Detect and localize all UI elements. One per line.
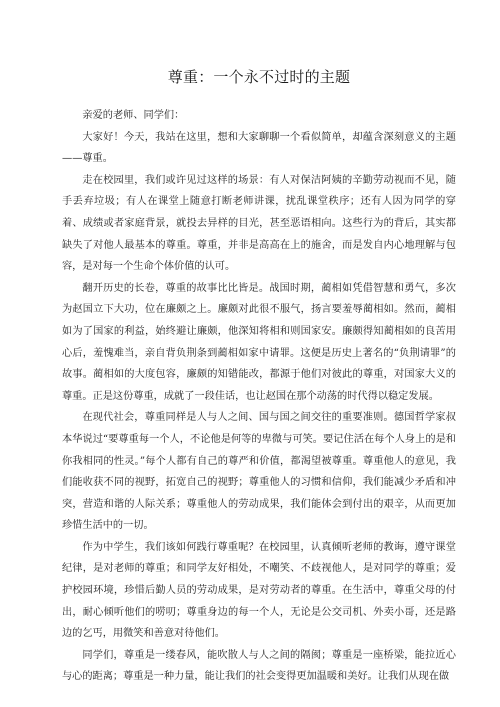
paragraph-practice: 作为中学生，我们该如何践行尊重呢？在校园里，认真倾听老师的教诲，遵守课堂纪律，是对老师的尊重；和同学友好相处，不嘲笑、不歧视他人，是对同学的尊重；爱护校园环境，珍惜后勤人员的劳动成果，是对劳动者的尊重。在生活中，尊重父母的付出，耐心倾听他们的唠叨；尊重身边的每一个人，无论是公交司机、外卖小哥，还是路边的乞丐，用微笑和善意对待他们。: [62, 541, 456, 640]
paragraph-campus-scenes: 走在校园里，我们或许见过这样的场景：有人对保洁阿姨的辛勤劳动视而不见，随手丢弃垃圾；有人在课堂上随意打断老师讲课，扰乱课堂秩序；还有人因为同学的穿着、成绩或者家庭背景，就投去异样的目光，甚至恶语相向。这些行为的背后，其实都缺失了对他人最基本的尊重。尊重，并非是高高在上的施舍，而是发自内心地理解与包容，是对每一个生命个体价值的认可。: [62, 174, 456, 273]
paragraph-greeting: 大家好！今天，我站在这里，想和大家聊聊一个看似简单，却蕴含深刻意义的主题——尊重。: [62, 131, 456, 165]
document-title: 尊重：一个永不过时的主题: [167, 68, 351, 86]
paragraph-closing: 同学们，尊重是一缕春风，能吹散人与人之间的隔阂；尊重是一座桥梁，能拉近心与心的距离；尊重是一种力量，能让我们的社会变得更加温暖和美好。让我们从现在做: [62, 649, 456, 683]
paragraph-modern-society: 在现代社会，尊重同样是人与人之间、国与国之间交往的重要准则。德国哲学家叔本华说过“要尊重每一个人，不论他是何等的卑微与可笑。要记住活在每个人身上的是和你我相同的性灵。”每个人都有自己的尊严和价值，都渴望被尊重。尊重他人的意见，我们能收获不同的视野，拓宽自己的视野；尊重他人的习惯和信仰，我们能减少矛盾和冲突，营造和谐的人际关系；尊重他人的劳动成果，我们能体会到付出的艰辛，从而更加珍惜生活中的一切。: [62, 412, 456, 532]
paragraph-history: 翻开历史的长卷，尊重的故事比比皆是。战国时期，蔺相如凭借智慧和勇气，多次为赵国立下大功，位在廉颇之上。廉颇对此很不服气，扬言要羞辱蔺相如。然而，蔺相如为了国家的利益，始终避让廉颇，他深知将相和则国家安。廉颇得知蔺相如的良苦用心后，羞愧难当，亲自背负荆条到蔺相如家中请罪。这便是历史上著名的“负荆请罪”的故事。蔺相如的大度包容，廉颇的知错能改，都源于他们对彼此的尊重，对国家大义的尊重。正是这份尊重，成就了一段佳话，也让赵国在那个动荡的时代得以稳定发展。: [62, 282, 456, 402]
salutation: 亲爱的老师、同学们：: [82, 110, 185, 121]
